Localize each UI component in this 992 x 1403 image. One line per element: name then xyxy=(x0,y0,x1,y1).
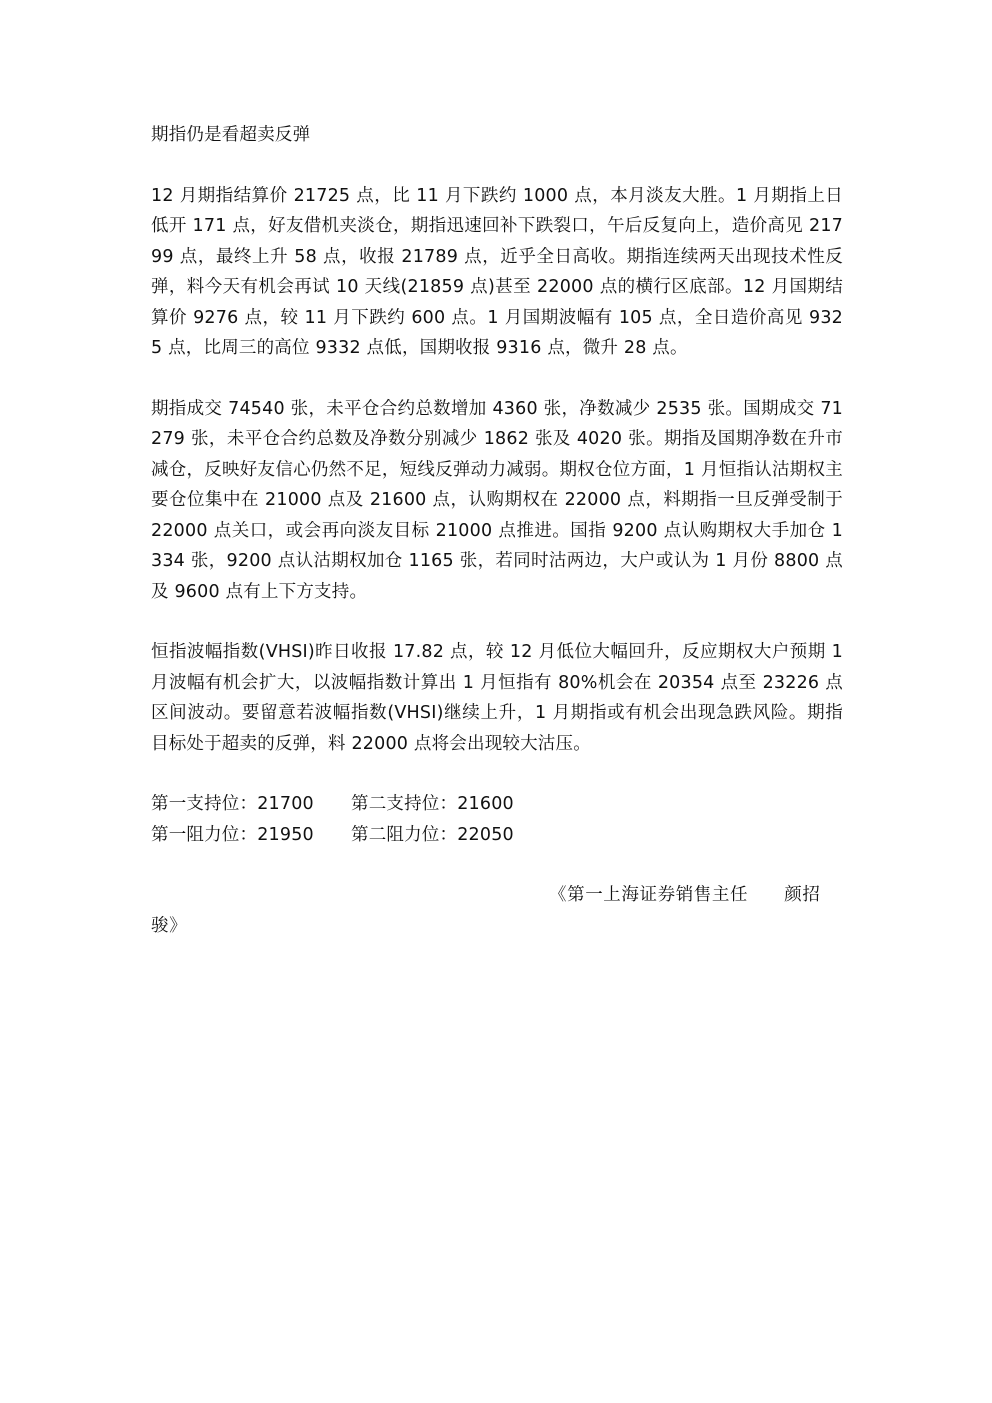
resistance-level-1: 第一阻力位：21950 xyxy=(151,824,314,845)
paragraph-volatility-index: 恒指波幅指数(VHSI)昨日收报 17.82 点，较 12 月低位大幅回升，反应期权大户预期 1 月波幅有机会扩大，以波幅指数计算出 1 月恒指有 80%机会在 20354 点至 23226 点区间波动。要留意若波幅指数(VHSI)继续上升，1 月期指或有机会出现急跌风险。期指目标处于超卖的反弹，料 22000 点将会出现较大沽压。 xyxy=(151,642,843,754)
support-level-1: 第一支持位：21700 xyxy=(151,794,314,814)
paragraph-futures-settlement: 12 月期指结算价 21725 点，比 11 月下跌约 1000 点，本月淡友大胜。1 月期指上日低开 171 点，好友借机夹淡仓，期指迅速回补下跌裂口，午后反复向上，造价高见 21799 点，最终上升 58 点，收报 21789 点，近乎全日高收。期指连续两天出现技术性反弹，料今天有机会再试 10 天线(21859 点)甚至 22000 点的横行区底部。12 月国期结算价 9276 点，较 11 月下跌约 600 点。1 月国期波幅有 105 点，全日造价高见 9325 点，比周三的高位 9332 点低，国期收报 9316 点，微升 28 点。 xyxy=(151,185,843,358)
article-title: 期指仍是看超卖反弹 xyxy=(151,125,311,145)
paragraph-open-interest: 期指成交 74540 张，未平仓合约总数增加 4360 张，净数减少 2535 张。国期成交 71279 张，未平仓合约总数及净数分别减少 1862 张及 4020 张。期指及国期净数在升市减仓，反映好友信心仍然不足，短线反弹动力减弱。期权仓位方面，1 月恒指认沽期权主要仓位集中在 21000 点及 21600 点，认购期权在 22000 点，料期指一旦反弹受制于 22000 点关口，或会再向淡友目标 21000 点推进。国指 9200 点认购期权大手加仓 1334 张，9200 点认沽期权加仓 1165 张，若同时沽两边，大户或认为 1 月份 8800 点及 9600 点有上下方支持。 xyxy=(151,398,843,602)
support-resistance-levels xyxy=(151,789,843,850)
document-body xyxy=(151,120,843,941)
support-levels-row xyxy=(151,789,843,820)
resistance-level-2: 第二阻力位：22050 xyxy=(351,824,514,845)
author-signature: 《第一上海证券销售主任 颜招骏》 xyxy=(151,885,821,936)
resistance-levels-row xyxy=(151,820,843,851)
support-level-2: 第二支持位：21600 xyxy=(351,794,514,814)
